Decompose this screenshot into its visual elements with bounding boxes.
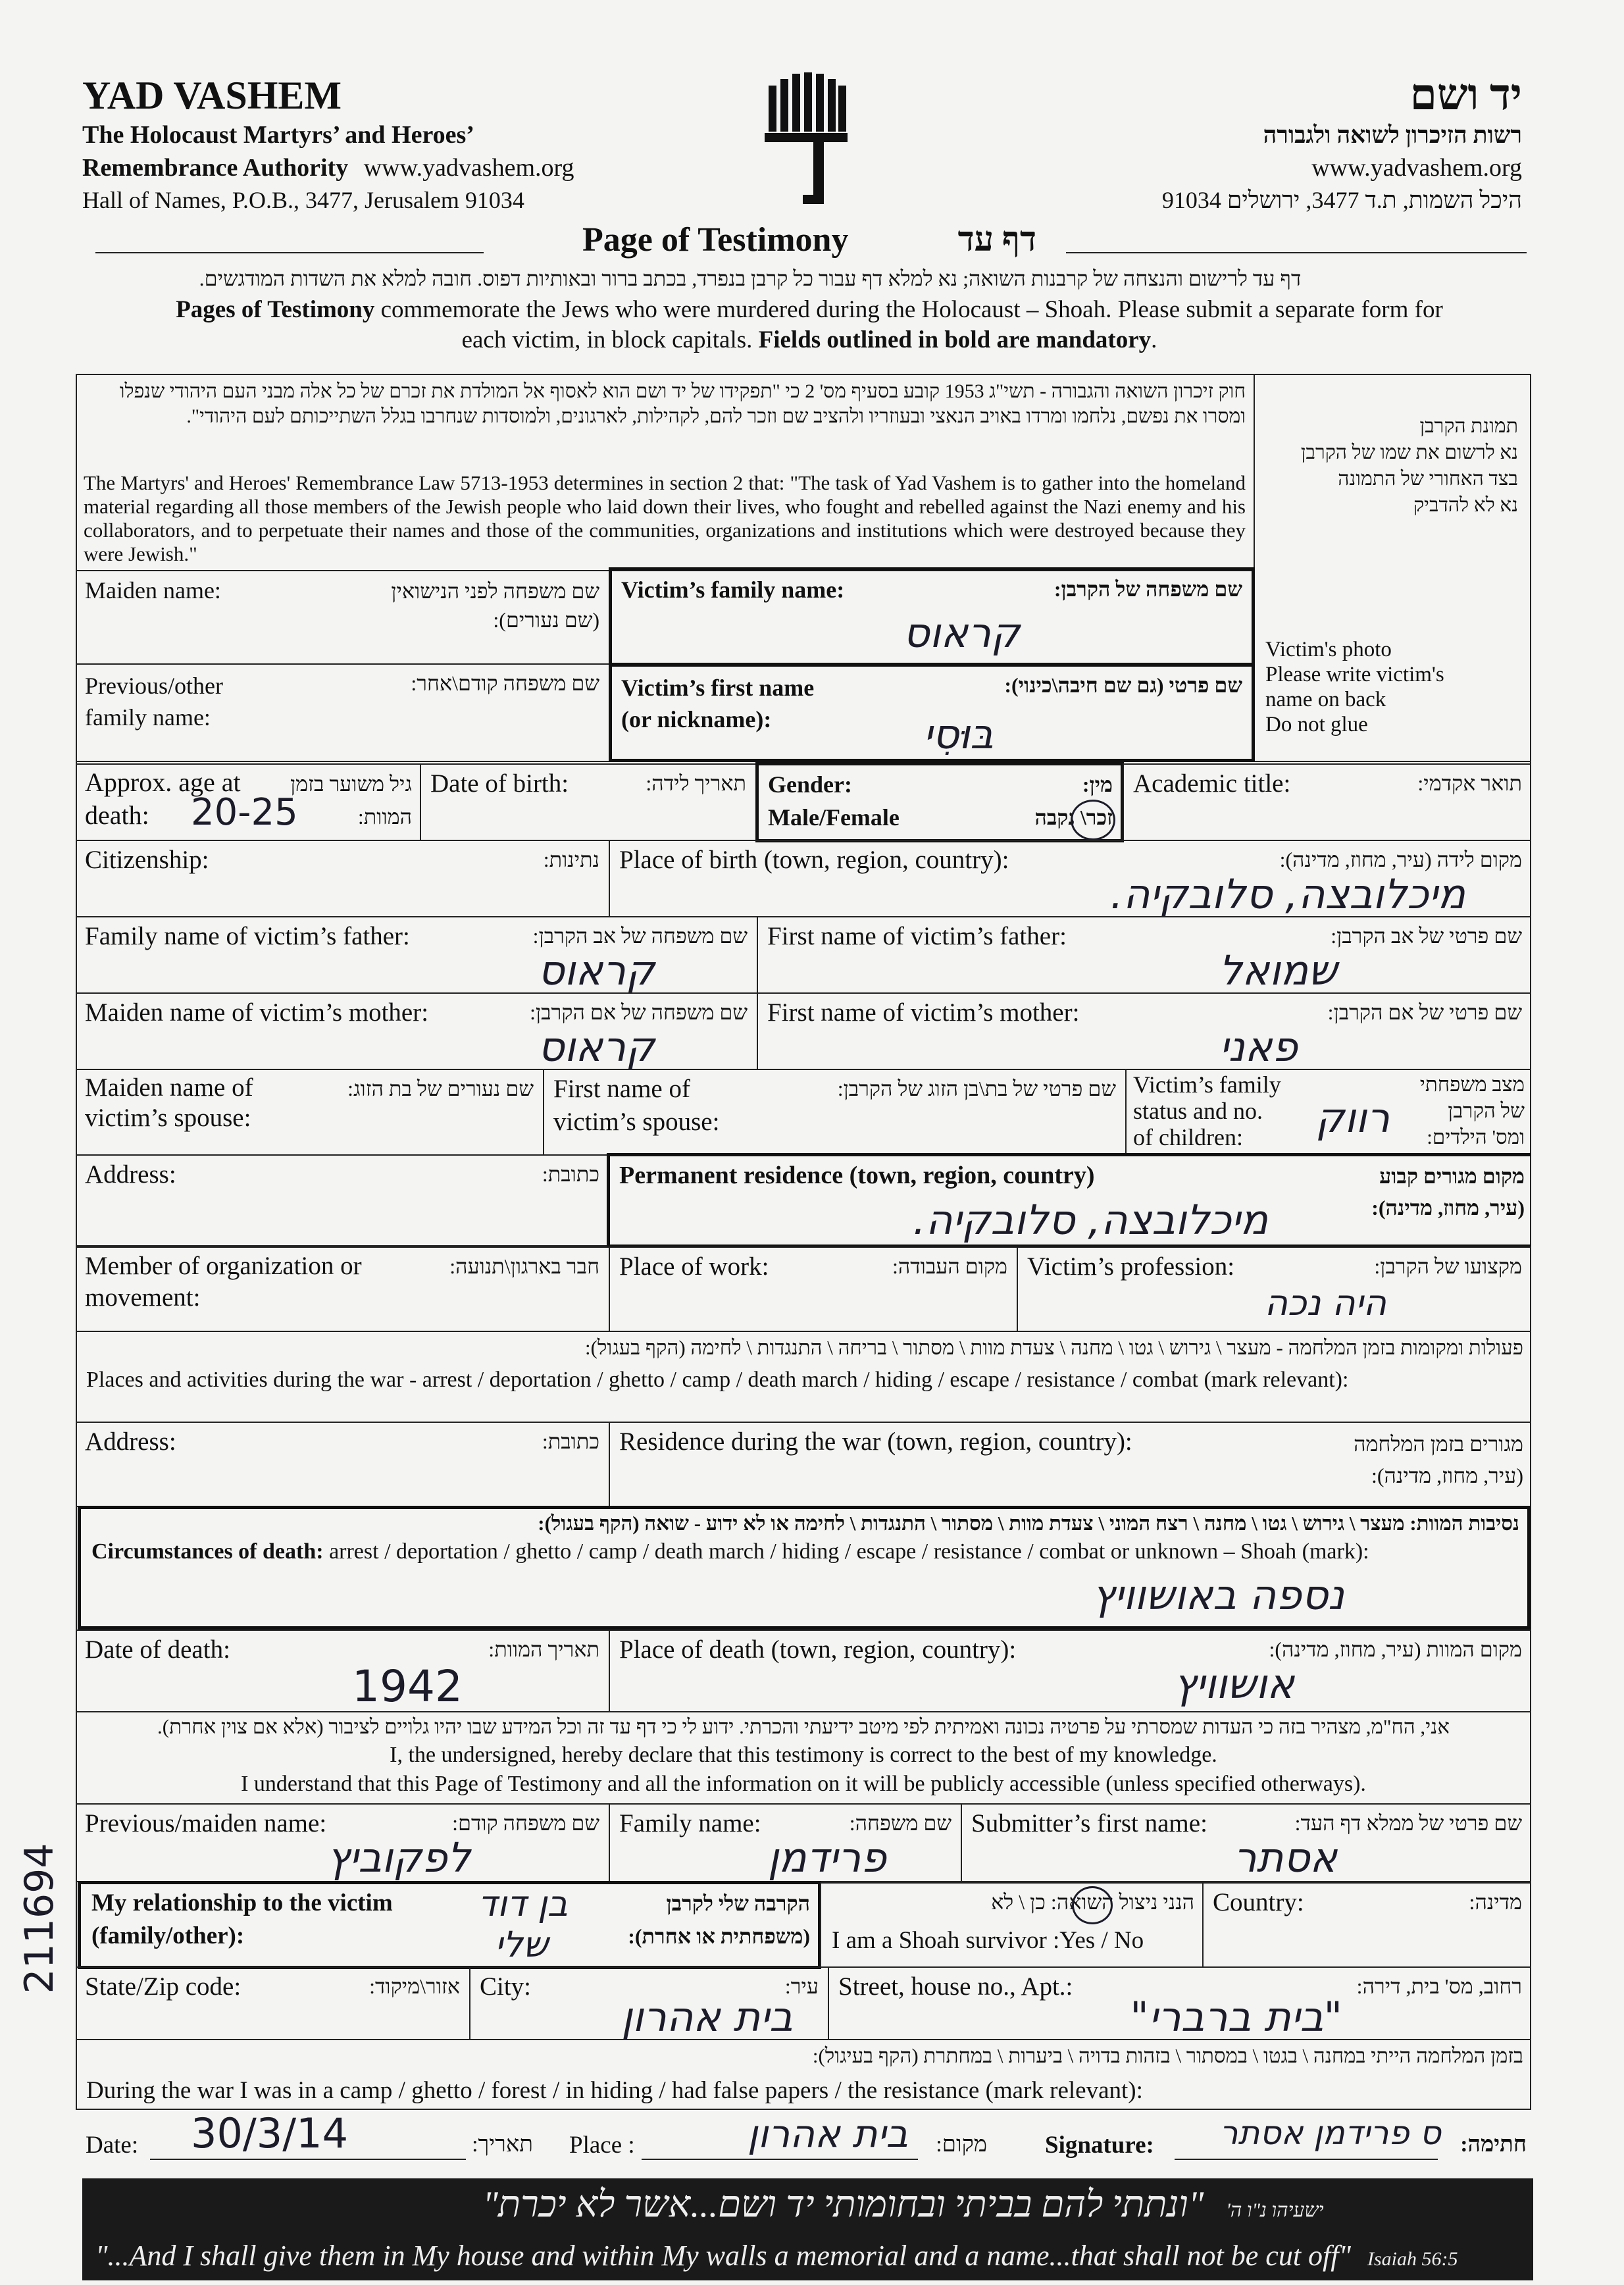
org-line1-he: רשות הזיכרון לשואה ולגבורה xyxy=(1263,122,1522,148)
submitter-first-name-value: אסתר xyxy=(1233,1834,1337,1882)
signature-label: Signature: xyxy=(1045,2132,1154,2159)
submitter-war-field[interactable]: בזמן המלחמה הייתי במחנה \ בגטו \ במסתור \ בזהות בדויה \ ביערות \ במחתרת (הקף בעיגול): During the war I was in a camp / ghetto / forest / in hiding / had false papers / the resistance (mark relevant): xyxy=(76,2039,1531,2110)
relationship-value-2: שלי xyxy=(494,1924,548,1965)
age-at-death-value: 20-25 xyxy=(191,791,298,834)
relationship-value-1: בן דוד xyxy=(478,1883,568,1924)
margin-number: 211694 xyxy=(16,1843,63,1994)
date-label-he: תאריך: xyxy=(472,2132,533,2157)
org-name-en: YAD VASHEM xyxy=(82,74,342,117)
date-of-death-field[interactable]: Date of death: תאריך המוות: 1942 xyxy=(76,1630,610,1712)
place-of-death-field[interactable]: Place of death (town, region, country): מקום המוות (עיר, מחוז, מדינה): אושוויץ xyxy=(609,1630,1531,1712)
law-english: The Martyrs' and Heroes' Remembrance Law 5713-1953 determines in section 2 that: "The task of Yad Vashem is to gather into the homeland material regarding all those members of the Jewish people who laid down their lives, who fought and rebelled against the Nazi enemy and his collaborators, and to perpetuate their names and those of the communities, organizations and institutions which were destroyed because they were Jewish." xyxy=(84,471,1246,565)
place-label: Place : xyxy=(569,2132,635,2159)
place-value[interactable]: בית אהרון xyxy=(747,2111,908,2156)
form-title-en: Page of Testimony xyxy=(582,221,849,259)
mother-maiden-name-value: קראוס xyxy=(538,1023,655,1071)
street-value: "בית ברברי" xyxy=(1130,1993,1342,2041)
declaration-block: אני, הח"מ, מצהיר בזה כי העדות שמסרתי על פרטיה נכונה ואמיתית לפי מיטב ידיעתי והכרתי. ידוע לי כי דף עד זה וכל המידע שבו יהיו גלויים לציבור (אלא אם צוין אחרת). I, the undersigned, hereby declare that this testimony is correct to the best of my knowledge. I understand that this Page of Testimony and all the information on it will be publicly accessible (unless specified otherways). xyxy=(76,1711,1531,1805)
street-field[interactable]: Street, house no., Apt.: רחוב, מס' בית, דירה: "בית ברברי" xyxy=(828,1966,1531,2040)
spouse-first-name-field[interactable]: First name of victim’s spouse: שם פרטי של בת\בן הזוג של הקרבן: xyxy=(543,1069,1127,1156)
signature-value[interactable]: ס פרידמן אסתר xyxy=(1219,2114,1441,2152)
form-title-he: דף עד xyxy=(957,221,1036,259)
profession-value: היה נכה xyxy=(1264,1282,1386,1323)
address-he: היכל השמות, ת.ד 3477, ירושלים 91034 xyxy=(1161,187,1522,213)
photo-instructions-en: Victim's photo Please write victim's name on back Do not glue xyxy=(1265,638,1444,736)
organization-member-field[interactable]: Member of organization or movement: חבר בארגון\תנועה: xyxy=(76,1246,610,1332)
war-activities-field[interactable]: פעולות ומקומות בזמן המלחמה - מעצר \ גירוש \ גטו \ מחנה \ צעדת מוות \ מסתור \ בריחה \ התנגדות \ לחימה (הקף בעגול): Places and activities during the war - arrest / deportation / ghetto / camp / death march / hiding / escape / resistance / combat (mark relevant): xyxy=(76,1331,1531,1423)
place-of-work-field[interactable]: Place of work: מקום העבודה: xyxy=(609,1246,1018,1332)
place-of-birth-value: מיכלובצה, סלובקיה. xyxy=(1110,870,1465,918)
website-en: www.yadvashem.org xyxy=(363,154,574,182)
title-rule-left xyxy=(95,252,484,253)
war-residence-field[interactable]: Residence during the war (town, region, country): מגורים בזמן המלחמה (עיר, מחוז, מדינה): xyxy=(609,1422,1531,1507)
citizenship-field[interactable]: Citizenship: נתינות: xyxy=(76,840,610,917)
yes-circle-mark xyxy=(1072,1886,1113,1924)
submitter-family-name-value: פרידמן xyxy=(767,1834,886,1882)
father-family-name-value: קראוס xyxy=(538,946,655,994)
submitter-first-name-field[interactable]: Submitter’s first name: שם פרטי של ממלא דף העד: אסתר xyxy=(961,1803,1531,1882)
city-field[interactable]: City: עיר: בית אהרון xyxy=(469,1966,829,2040)
menorah-logo xyxy=(763,72,849,211)
photo-box[interactable] xyxy=(1254,374,1531,762)
footer-quote-ref-en: Isaiah 56:5 xyxy=(1367,2248,1458,2270)
date-of-death-value: 1942 xyxy=(352,1661,463,1712)
signature-line xyxy=(1175,2159,1438,2160)
submitter-previous-name-value: לפקוביץ xyxy=(327,1834,470,1882)
family-status-value: רווק xyxy=(1315,1094,1390,1142)
circumstances-of-death-value: נספה באושוויץ xyxy=(1092,1571,1344,1619)
footer-quote-ref-he: ישעיהו נ"ו ה' xyxy=(1226,2199,1324,2221)
photo-instructions-he: תמונת הקרבן נא לרשום את שמו של הקרבן בצד האחורי של התמונה נא לא להדביק xyxy=(1300,415,1518,516)
victim-family-name-value: קראוס xyxy=(903,609,1020,657)
footer-band xyxy=(82,2178,1533,2280)
mother-first-name-value: פאני xyxy=(1219,1023,1298,1071)
org-line1-en: The Holocaust Martyrs’ and Heroes’ xyxy=(82,121,474,149)
title-rule-right xyxy=(1066,252,1527,253)
place-line xyxy=(642,2159,918,2160)
victim-family-name-field[interactable]: Victim’s family name: שם משפחה של הקרבן: קראוס xyxy=(609,567,1255,666)
intro-english: Pages of Testimony commemorate the Jews who were murdered during the Holocaust – Shoah. Please submit a separate form for each victim, in block capitals. Fields outlined in bold are mandatory. xyxy=(176,296,1443,353)
mother-first-name-field[interactable]: First name of victim’s mother: שם פרטי של אם הקרבן: פאני xyxy=(757,992,1531,1070)
relationship-field[interactable]: My relationship to the victim (family/other): הקרבה שלי לקרבן (משפחתית או אחרת): בן דוד שלי xyxy=(78,1881,821,1969)
profession-field[interactable]: Victim’s profession: מקצועו של הקרבן: היה נכה xyxy=(1017,1246,1531,1332)
maiden-name-field[interactable]: Maiden name: שם משפחה לפני הנישואין (שם נעורים): xyxy=(76,570,610,665)
footer-quote-en: "...And I shall give them in My house and within My walls a memorial and a name...that shall not be cut off" xyxy=(95,2240,1351,2272)
place-of-birth-field[interactable]: Place of birth (town, region, country): מקום לידה (עיר, מחוז, מדינה): מיכלובצה, סלובקיה. xyxy=(609,840,1531,917)
law-box xyxy=(76,374,1255,571)
mother-maiden-name-field[interactable]: Maiden name of victim’s mother: שם משפחה של אם הקרבן: קראוס xyxy=(76,992,758,1070)
intro-hebrew: דף עד לרישום והנצחה של קרבנות השואה; נא למלא דף עבור כל קרבן בנפרד, בכתב ברור ובאותיות דפוס. חובה למלא את השדות המודגשים. xyxy=(199,267,1302,290)
org-name-he: יד ושם xyxy=(1409,71,1522,119)
academic-title-field[interactable]: Academic title: תואר אקדמי: xyxy=(1123,763,1531,841)
gender-field[interactable]: Gender: Male/Female מין: זכר\ נקבה xyxy=(755,762,1124,842)
victim-first-name-value: בּוּסִי xyxy=(923,710,994,758)
age-at-death-field[interactable]: Approx. age at death: גיל משוער בזמן המוות: 20-25 xyxy=(76,763,421,841)
date-of-birth-field[interactable]: Date of birth: תאריך לידה: xyxy=(420,763,757,841)
signature-label-he: חתימה: xyxy=(1460,2132,1527,2157)
father-family-name-field[interactable]: Family name of victim’s father: שם משפחה של אב הקרבן: קראוס xyxy=(76,916,758,994)
website-he: www.yadvashem.org xyxy=(1311,154,1522,182)
submitter-previous-name-field[interactable]: Previous/maiden name: שם משפחה קודם: לפקוביץ xyxy=(76,1803,610,1882)
submitter-family-name-field[interactable]: Family name: שם משפחה: פרידמן xyxy=(609,1803,962,1882)
org-line2-en: Remembrance Authority xyxy=(82,154,349,182)
address-en: Hall of Names, P.O.B., 3477, Jerusalem 91034 xyxy=(82,187,524,213)
father-first-name-value: שמואל xyxy=(1219,946,1337,994)
date-label: Date: xyxy=(86,2132,139,2159)
header-right xyxy=(930,72,1522,216)
city-value: בית אהרון xyxy=(621,1993,793,2041)
family-status-field[interactable]: Victim’s family status and no. of children: מצב משפחתי של הקרבן ומס' הילדים: רווק xyxy=(1125,1069,1531,1156)
circumstances-of-death-field[interactable]: נסיבות המוות: מעצר \ גירוש \ גטו \ מחנה \ רצח המוני \ צעדת מוות \ מסתור \ התנגדות \ לחימה או לא ידוע - שואה (הקף בעגול): Circumstances of death: arrest / deportation / ghetto / camp / death march / hiding / escape / resistance / combat or unknown – Shoah (mark): נספה באושוויץ xyxy=(78,1506,1531,1630)
permanent-residence-value: מיכלובצה, סלובקיה. xyxy=(913,1196,1268,1244)
date-line xyxy=(150,2159,466,2160)
male-circle-mark xyxy=(1071,800,1115,840)
footer-quote-he: "ונתתי להם בביתי ובחומותי יד ושם...אשר לא יכרת" xyxy=(482,2184,1204,2225)
spouse-maiden-name-field[interactable]: Maiden name of victim’s spouse: שם נעורים של בת הזוג: xyxy=(76,1069,544,1156)
country-field[interactable]: Country: מדינה: xyxy=(1202,1882,1531,1968)
header-left xyxy=(82,72,674,216)
father-first-name-field[interactable]: First name of victim’s father: שם פרטי של אב הקרבן: שמואל xyxy=(757,916,1531,994)
war-address-field[interactable]: Address: כתובת: xyxy=(76,1422,610,1507)
victim-first-name-field[interactable]: Victim’s first name (or nickname): שם פרטי (גם שם חיבה\כינוי): בּוּסִי xyxy=(609,663,1255,762)
address-field[interactable]: Address: כתובת: xyxy=(76,1154,610,1246)
state-zip-field[interactable]: State/Zip code: אזור\מיקוד: xyxy=(76,1966,470,2040)
law-hebrew: חוק זיכרון השואה והגבורה - תשי"ג 1953 קובע בסעיף מס' 2 כי "תפקידו של יד ושם הוא לאסוף אל המולדת את זכרם של כל אלה מבני העם היהודי שנפלו ומסרו את נפשם, נלחמו ומרדו באויב הנאצי ובעוזריו ולהציב שם וזכר להם, לקהילות, לארגונים, ולמוסדות שנחרבו בגלל השתייכותם לעם היהודי". xyxy=(119,380,1246,427)
place-of-death-value: אושוויץ xyxy=(1173,1660,1294,1708)
permanent-residence-field[interactable]: Permanent residence (town, region, country) מקום מגורים קבוע (עיר, מחוז, מדינה): מיכלובצה, סלובקיה. xyxy=(607,1153,1531,1248)
place-label-he: מקום: xyxy=(936,2132,987,2157)
survivor-field[interactable]: הנני ניצול השואה: כן \ לא I am a Shoah survivor :Yes / No xyxy=(820,1882,1204,1968)
previous-family-name-field[interactable]: Previous/other family name: שם משפחה קודם\אחר: xyxy=(76,663,610,762)
date-value[interactable]: 30/3/14 xyxy=(191,2109,349,2157)
